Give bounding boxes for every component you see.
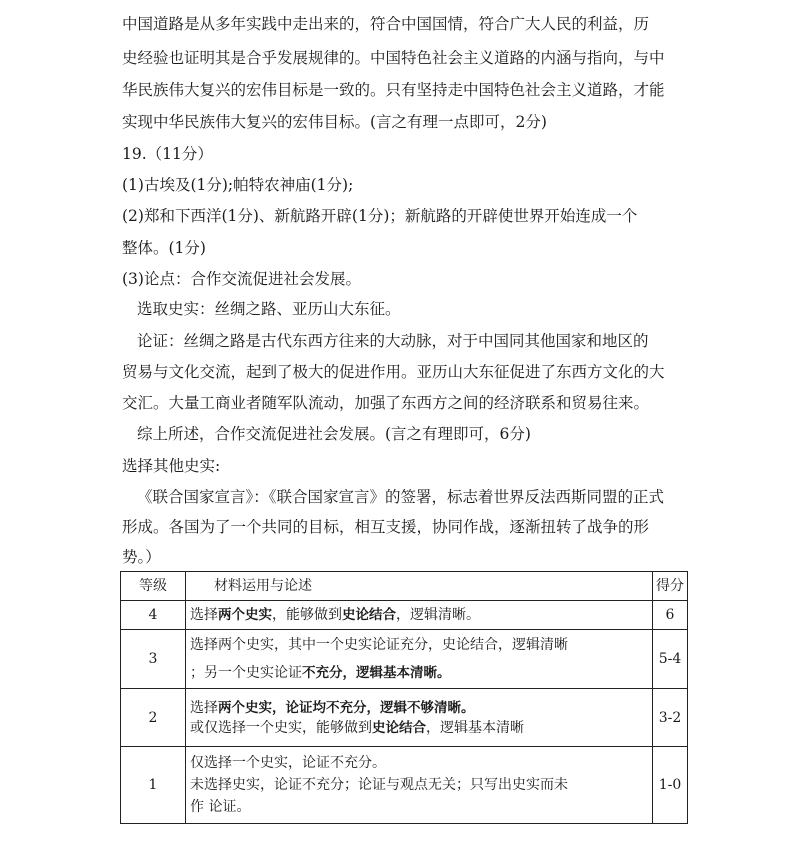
header-content: 材料运用与论述 bbox=[186, 572, 653, 601]
text-bold: 两个史实 bbox=[218, 607, 272, 623]
row-score: 6 bbox=[653, 601, 688, 630]
header-score: 得分 bbox=[653, 572, 688, 601]
para-line-1: 中国道路是从多年实践中走出来的，符合中国国情，符合广大人民的利益，历 bbox=[122, 15, 650, 33]
row-level: 3 bbox=[121, 630, 186, 689]
q19-header: 19.（11分） bbox=[122, 145, 213, 163]
row-score: 3-2 bbox=[653, 689, 688, 747]
other-facts-line-3: 势。） bbox=[122, 548, 161, 566]
rubric-table bbox=[120, 571, 688, 824]
other-facts-title: 选择其他史实: bbox=[122, 457, 221, 475]
text-plain: 或仅选择一个史实，能够做到 bbox=[190, 719, 372, 736]
text-plain: ，逻辑清晰。 bbox=[396, 607, 480, 623]
row-line-1: 选择两个史实，其中一个史实论证充分，史论结合，逻辑清晰 bbox=[190, 637, 568, 653]
q19-answer-2-line-2: 整体。(1分) bbox=[122, 239, 206, 257]
row-level: 1 bbox=[121, 747, 186, 824]
q19-argument-line-2: 贸易与文化交流，起到了极大的促进作用。亚历山大东征促进了东西方文化的大 bbox=[122, 363, 665, 381]
q19-answer-3-thesis: (3)论点：合作交流促进社会发展。 bbox=[122, 270, 361, 288]
text-plain: 选择 bbox=[190, 607, 218, 623]
q19-argument-line-1: 论证：丝绸之路是古代东西方往来的大动脉，对于中国同其他国家和地区的 bbox=[137, 332, 649, 350]
rubric-row-3 bbox=[121, 630, 688, 689]
text-bold: 史论结合 bbox=[372, 719, 426, 736]
row-content bbox=[186, 601, 653, 630]
row-content bbox=[186, 689, 653, 747]
text-plain: 选择 bbox=[190, 699, 218, 716]
text-bold: 史论结合 bbox=[342, 607, 396, 623]
rubric-header-row bbox=[121, 572, 688, 601]
text-plain: ；另一个史实论证 bbox=[190, 665, 302, 681]
row-content bbox=[186, 747, 653, 824]
text-bold: 不充分，逻辑基本清晰。 bbox=[302, 665, 451, 681]
row-level: 4 bbox=[121, 601, 186, 630]
text-plain: ，能够做到 bbox=[272, 607, 342, 623]
para-line-2: 史经验也证明其是合乎发展规律的。中国特色社会主义道路的内涵与指向，与中 bbox=[122, 49, 665, 67]
row-line-2: 未选择史实，论证不充分；论证与观点无关；只写出史实而未 bbox=[190, 777, 568, 793]
para-line-4: 实现中华民族伟大复兴的宏伟目标。(言之有理一点即可，2分) bbox=[122, 113, 547, 131]
row-score: 1-0 bbox=[653, 747, 688, 824]
row-level: 2 bbox=[121, 689, 186, 747]
q19-answer-2-line-1: (2)郑和下西洋(1分)、新航路开辟(1分)；新航路的开辟使世界开始连成一个 bbox=[122, 207, 638, 225]
row-line-2 bbox=[190, 659, 648, 687]
header-level: 等级 bbox=[121, 572, 186, 601]
q19-answer-1: (1)古埃及(1分);帕特农神庙(1分); bbox=[122, 176, 354, 194]
row-score: 5-4 bbox=[653, 630, 688, 689]
rubric-row-2 bbox=[121, 689, 688, 747]
row-line-3: 作 论证。 bbox=[190, 799, 251, 815]
q19-answer-3-facts: 选取史实：丝绸之路、亚历山大东征。 bbox=[137, 300, 401, 318]
q19-conclusion: 综上所述，合作交流促进社会发展。(言之有理即可，6分) bbox=[137, 425, 531, 443]
other-facts-line-2: 形成。各国为了一个共同的目标，相互支援，协同作战，逐渐扭转了战争的形 bbox=[122, 518, 650, 536]
rubric-row-4 bbox=[121, 601, 688, 630]
other-facts-line-1: 《联合国家宣言》：《联合国家宣言》的签署，标志着世界反法西斯同盟的正式 bbox=[137, 488, 665, 506]
row-line-1: 仅选择一个史实，论证不充分。 bbox=[190, 755, 386, 771]
q19-argument-line-3: 交汇。大量工商业者随军队流动，加强了东西方之间的经济联系和贸易往来。 bbox=[122, 394, 650, 412]
row-line-1 bbox=[190, 698, 648, 718]
text-plain: ，逻辑基本清晰 bbox=[426, 719, 524, 736]
text-bold: 两个史实，论证均不充分，逻辑不够清晰。 bbox=[218, 699, 475, 716]
row-content bbox=[186, 630, 653, 689]
para-line-3: 华民族伟大复兴的宏伟目标是一致的。只有坚持走中国特色社会主义道路，才能 bbox=[122, 81, 665, 99]
row-line-2 bbox=[190, 718, 648, 738]
rubric-row-1 bbox=[121, 747, 688, 824]
